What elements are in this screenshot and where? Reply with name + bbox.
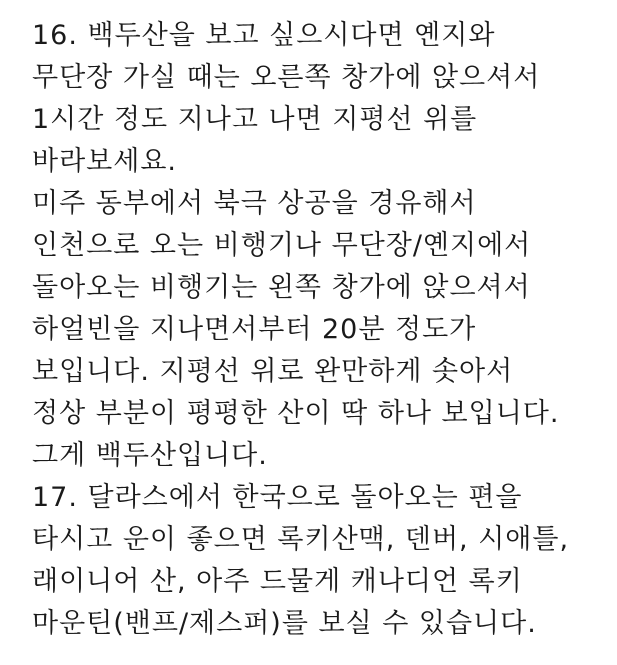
text-line: 돌아오는 비행기는 왼쪽 창가에 앉으셔서 (32, 272, 531, 303)
text-line: 미주 동부에서 북극 상공을 경유해서 (32, 188, 477, 219)
text-line: 마운틴(밴프/제스퍼)를 보실 수 있습니다. (32, 608, 537, 639)
paragraph-17-dallas (32, 477, 569, 645)
text-line: 17. 달라스에서 한국으로 돌아오는 편을 (32, 482, 523, 513)
text-line: 하얼빈을 지나면서부터 20분 정도가 (32, 314, 477, 345)
text-line: 보입니다. 지평선 위로 완만하게 솟아서 (32, 356, 514, 387)
text-line: 타시고 운이 좋으면 록키산맥, 덴버, 시애틀, (32, 524, 570, 555)
text-line: 1시간 정도 지나고 나면 지평선 위를 (32, 104, 478, 135)
text-line: 그게 백두산입니다. (32, 440, 268, 471)
text-line: 래이니어 산, 아주 드물게 캐나디언 록키 (32, 566, 523, 597)
paragraph-16-baekdusan (32, 15, 559, 477)
text-line: 인천으로 오는 비행기나 무단장/옌지에서 (32, 230, 532, 261)
text-line: 정상 부분이 평평한 산이 딱 하나 보입니다. (32, 398, 560, 429)
text-line: 무단장 가실 때는 오른쪽 창가에 앉으셔서 (32, 62, 541, 93)
text-line: 바라보세요. (32, 146, 177, 177)
text-line: 16. 백두산을 보고 싶으시다면 옌지와 (32, 20, 496, 51)
